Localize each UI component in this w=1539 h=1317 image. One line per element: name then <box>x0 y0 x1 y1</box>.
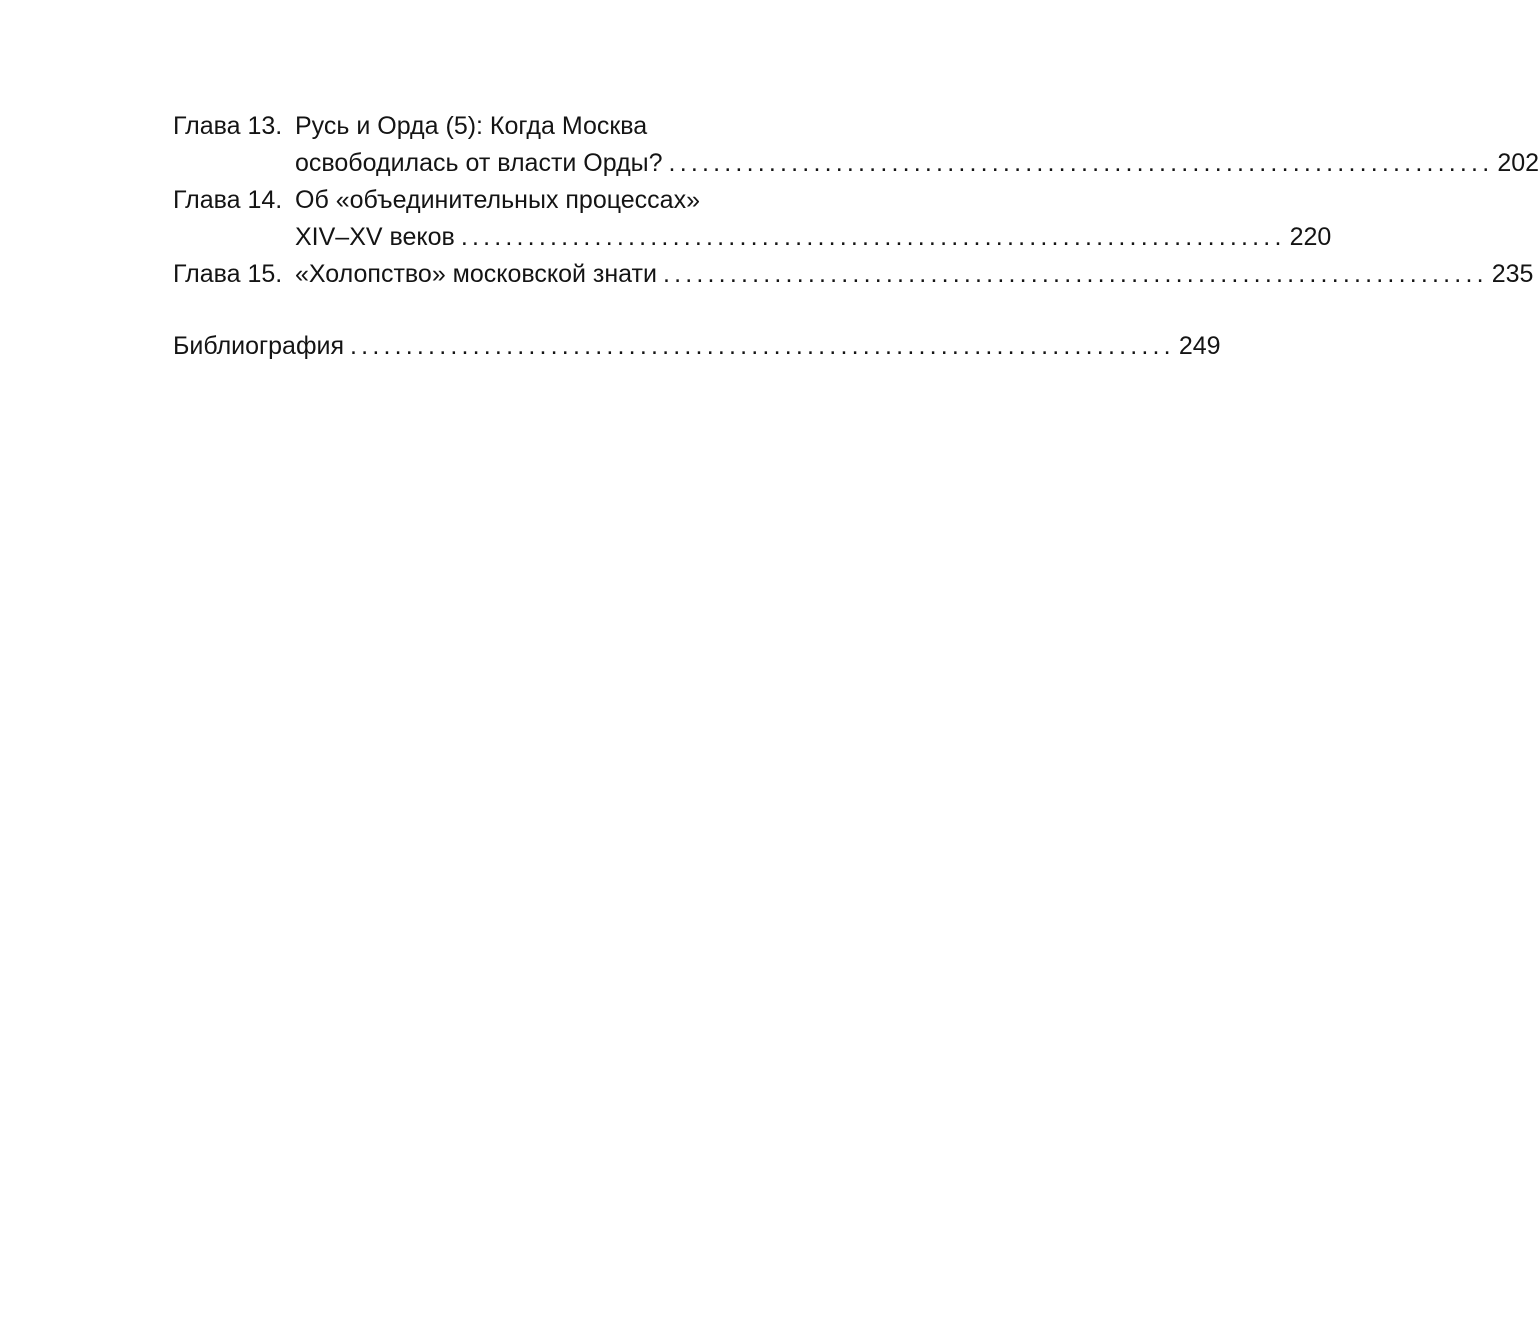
chapter-label: Глава 14. <box>173 186 283 214</box>
chapter-title: Об «объединительных процессах» <box>295 186 700 214</box>
toc-entry-bibliography[interactable] <box>173 328 1221 365</box>
dot-leader: .......................................................................... <box>460 223 1286 251</box>
toc-entry-chapter-14-line-1[interactable] <box>173 182 854 219</box>
page-number: 220 <box>1289 223 1332 251</box>
dot-leader: .......................................................................... <box>350 332 1175 360</box>
table-of-contents <box>173 108 1539 365</box>
chapter-label: Глава 13. <box>173 112 283 140</box>
chapter-title-continued: XIV–XV веков <box>295 223 455 251</box>
chapter-title: «Холопство» московской знати <box>295 260 657 288</box>
page-number: 235 <box>1491 260 1534 288</box>
toc-entry-chapter-14-line-2[interactable] <box>173 219 1332 256</box>
toc-entry-chapter-13-line-2[interactable] <box>173 145 1539 182</box>
page-number: 249 <box>1178 332 1221 360</box>
page-number: 202 <box>1497 149 1539 177</box>
dot-leader: .......................................................................... <box>668 149 1494 177</box>
chapter-title: Русь и Орда (5): Когда Москва <box>295 112 648 140</box>
toc-entry-chapter-13-line-1[interactable] <box>173 108 854 145</box>
dot-leader: .......................................................................... <box>662 260 1488 288</box>
toc-entry-chapter-15[interactable] <box>173 256 1534 293</box>
chapter-title-continued: освободилась от власти Орды? <box>295 149 663 177</box>
bibliography-title: Библиография <box>173 332 345 360</box>
chapter-label: Глава 15. <box>173 260 283 288</box>
